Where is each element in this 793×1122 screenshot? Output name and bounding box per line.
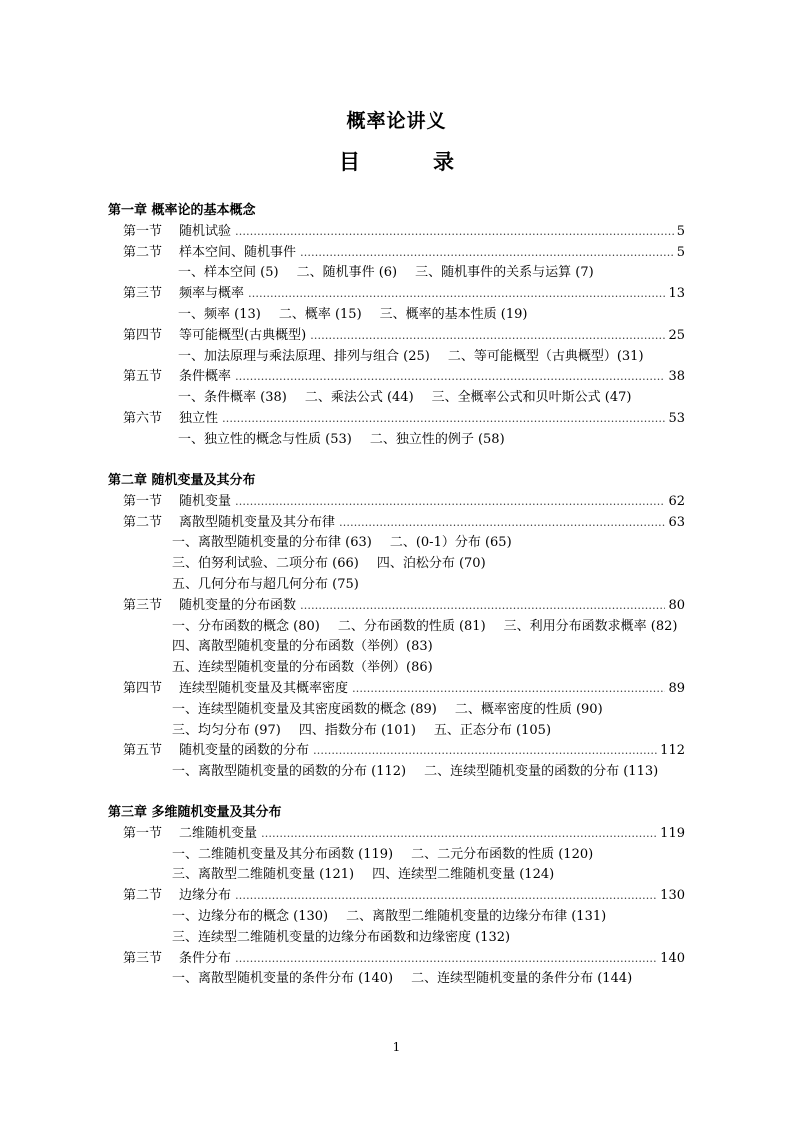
- section-number: 第三节: [123, 950, 163, 966]
- subsection-line: [178, 347, 662, 367]
- dot-leader: [300, 596, 665, 616]
- subsection-item[interactable]: 一、离散型随机变量的条件分布 (140): [172, 971, 394, 987]
- section-title: 条件概率: [179, 369, 232, 385]
- dot-leader: [339, 513, 665, 533]
- subsection-item[interactable]: 二、概率 (15): [278, 307, 362, 322]
- dot-leader: [235, 222, 674, 242]
- subsection-line: [172, 575, 377, 595]
- dot-leader: [310, 326, 665, 346]
- subsection-item[interactable]: 一、二维随机变量及其分布函数 (119): [172, 846, 394, 862]
- subsection-item[interactable]: 一、离散型随机变量的分布律 (63): [172, 535, 372, 551]
- section-page: 25: [668, 327, 685, 343]
- subsection-item[interactable]: 五、连续型随机变量的分布函数（举例）(86): [172, 660, 433, 676]
- subsection-item[interactable]: 二、(0-1）分布 (65): [389, 535, 512, 551]
- subsection-line: [172, 928, 528, 948]
- dot-leader: [248, 284, 665, 304]
- chapter-title[interactable]: 第二章 随机变量及其分布: [108, 473, 256, 488]
- section-number: 第二节: [123, 244, 163, 260]
- subsection-item[interactable]: 四、离散型随机变量的分布函数（举例）(83): [172, 639, 433, 655]
- subsection-item[interactable]: 二、等可能概型（古典概型）(31): [447, 348, 644, 364]
- subsection-line: [172, 617, 695, 637]
- section-page: 140: [660, 950, 685, 966]
- subsection-line: [178, 305, 545, 325]
- section-number: 第一节: [123, 223, 163, 239]
- subsection-line: [172, 533, 530, 553]
- dot-leader: [261, 824, 657, 844]
- subsection-item[interactable]: 二、乘法公式 (44): [304, 390, 414, 406]
- subsection-item[interactable]: 一、加法原理与乘法原理、排列与组合 (25): [178, 348, 430, 364]
- section-number: 第一节: [123, 493, 163, 509]
- subsection-item[interactable]: 三、全概率公式和贝叶斯公式 (47): [431, 390, 632, 406]
- section-number: 第五节: [123, 369, 163, 385]
- section-title: 频率与概率: [179, 286, 245, 302]
- subsection-item[interactable]: 二、二元分布函数的性质 (120): [411, 846, 594, 862]
- dot-leader: [300, 243, 674, 263]
- section-title: 二维随机变量: [179, 825, 258, 841]
- toc-section-row[interactable]: [123, 409, 685, 429]
- subsection-line: [178, 388, 649, 408]
- toc-section-row[interactable]: [123, 492, 685, 512]
- section-title: 条件分布: [179, 950, 232, 966]
- toc-section-row[interactable]: [123, 367, 685, 387]
- subsection-item[interactable]: 三、利用分布函数求概率 (82): [503, 618, 678, 634]
- subsection-line: [178, 430, 523, 450]
- toc-section-row[interactable]: [123, 824, 685, 844]
- toc-section-row[interactable]: [123, 741, 685, 761]
- toc-section-row[interactable]: [123, 243, 685, 263]
- toc-section-row[interactable]: [123, 679, 685, 699]
- section-title: 随机变量的分布函数: [179, 597, 297, 613]
- subsection-line: [172, 845, 611, 865]
- section-page: 38: [668, 369, 685, 385]
- subsection-item[interactable]: 一、条件概率 (38): [178, 390, 287, 406]
- subsection-item[interactable]: 二、随机事件 (6): [296, 265, 398, 281]
- section-page: 63: [668, 514, 685, 530]
- subsection-item[interactable]: 一、连续型随机变量及其密度函数的概念 (89): [172, 701, 437, 717]
- subsection-item[interactable]: 一、独立性的概念与性质 (53): [178, 431, 352, 447]
- toc-section-row[interactable]: [123, 326, 685, 346]
- subsection-line: [172, 865, 572, 885]
- subsection-line: [178, 263, 612, 283]
- dot-leader: [235, 949, 657, 969]
- subsection-line: [172, 658, 451, 678]
- subsection-item[interactable]: 五、正态分布 (105): [433, 722, 552, 738]
- section-page: 112: [660, 743, 685, 759]
- subsection-item[interactable]: 二、连续型随机变量的条件分布 (144): [411, 971, 633, 987]
- subsection-item[interactable]: 三、伯努利试验、二项分布 (66): [172, 556, 359, 572]
- subsection-line: [172, 554, 504, 574]
- section-title: 离散型随机变量及其分布律: [179, 514, 336, 530]
- subsection-line: [172, 721, 569, 741]
- subsection-item[interactable]: 四、泊松分布 (70): [376, 556, 486, 572]
- section-page: 5: [676, 223, 685, 239]
- subsection-item[interactable]: 二、连续型随机变量的函数的分布 (113): [424, 764, 659, 780]
- toc-section-row[interactable]: [123, 886, 685, 906]
- section-number: 第二节: [123, 888, 163, 904]
- toc-section-row[interactable]: [123, 949, 685, 969]
- section-number: 第三节: [123, 597, 163, 613]
- subsection-item[interactable]: 四、连续型二维随机变量 (124): [372, 867, 555, 883]
- subsection-item[interactable]: 三、均匀分布 (97): [172, 722, 281, 738]
- section-number: 第四节: [123, 327, 163, 343]
- dot-leader: [235, 367, 665, 387]
- section-page: 53: [668, 411, 685, 426]
- section-page: 5: [676, 244, 685, 260]
- dot-leader: [313, 741, 657, 761]
- subsection-item[interactable]: 五、几何分布与超几何分布 (75): [172, 577, 359, 592]
- section-number: 第六节: [123, 411, 163, 426]
- section-title: 随机试验: [179, 223, 232, 239]
- subsection-line: [172, 907, 624, 927]
- section-number: 第一节: [123, 825, 163, 841]
- page-number: 1: [392, 1040, 401, 1054]
- subsection-item[interactable]: 四、指数分布 (101): [298, 722, 416, 738]
- subsection-line: [172, 969, 650, 989]
- section-page: 62: [668, 493, 685, 509]
- toc-section-row[interactable]: [123, 284, 685, 304]
- toc-section-row[interactable]: [123, 222, 685, 242]
- toc-section-row[interactable]: [123, 596, 685, 616]
- section-number: 第五节: [123, 743, 163, 759]
- document-title: 概率论讲义: [346, 110, 447, 132]
- dot-leader: [235, 492, 665, 512]
- section-title: 随机变量的函数的分布: [179, 743, 310, 759]
- subsection-item[interactable]: 一、边缘分布的概念 (130): [172, 909, 329, 924]
- dot-leader: [222, 409, 665, 429]
- section-title: 边缘分布: [179, 888, 232, 904]
- toc-section-row[interactable]: [123, 513, 685, 533]
- section-number: 第四节: [123, 681, 163, 696]
- section-title: 样本空间、随机事件: [179, 244, 297, 260]
- subsection-line: [172, 700, 621, 720]
- section-page: 119: [660, 825, 685, 841]
- subsection-item[interactable]: 二、离散型二维随机变量的边缘分布律 (131): [346, 909, 607, 924]
- subsection-item[interactable]: 三、概率的基本性质 (19): [379, 307, 528, 322]
- section-page: 89: [668, 681, 685, 696]
- section-number: 第三节: [123, 286, 163, 302]
- section-number: 第二节: [123, 514, 163, 530]
- section-page: 80: [668, 597, 685, 613]
- subsection-item[interactable]: 一、离散型随机变量的函数的分布 (112): [172, 764, 407, 780]
- subsection-item[interactable]: 一、频率 (13): [178, 307, 261, 322]
- section-title: 等可能概型(古典概型): [179, 327, 307, 343]
- subsection-item[interactable]: 三、连续型二维随机变量的边缘分布函数和边缘密度 (132): [172, 929, 511, 945]
- section-title: 连续型随机变量及其概率密度: [179, 681, 349, 696]
- subsection-item[interactable]: 二、独立性的例子 (58): [369, 431, 505, 447]
- subsection-line: [172, 762, 676, 782]
- subsection-item[interactable]: 一、样本空间 (5): [178, 265, 279, 281]
- section-title: 随机变量: [179, 493, 232, 509]
- subsection-item[interactable]: 三、离散型二维随机变量 (121): [172, 867, 355, 883]
- section-page: 13: [668, 286, 685, 302]
- subsection-item[interactable]: 三、随机事件的关系与运算 (7): [415, 265, 594, 281]
- section-title: 独立性: [179, 411, 219, 426]
- dot-leader: [352, 679, 665, 699]
- chapter-title[interactable]: 第三章 多维随机变量及其分布: [108, 805, 282, 820]
- subsection-item[interactable]: 二、概率密度的性质 (90): [454, 701, 603, 717]
- subsection-line: [172, 637, 451, 657]
- subsection-item[interactable]: 一、分布函数的概念 (80): [172, 618, 320, 634]
- subsection-item[interactable]: 二、分布函数的性质 (81): [337, 618, 486, 634]
- dot-leader: [235, 886, 657, 906]
- section-page: 130: [660, 888, 685, 904]
- chapter-title[interactable]: 第一章 概率论的基本概念: [108, 203, 256, 218]
- toc-heading: 目 录: [339, 149, 480, 174]
